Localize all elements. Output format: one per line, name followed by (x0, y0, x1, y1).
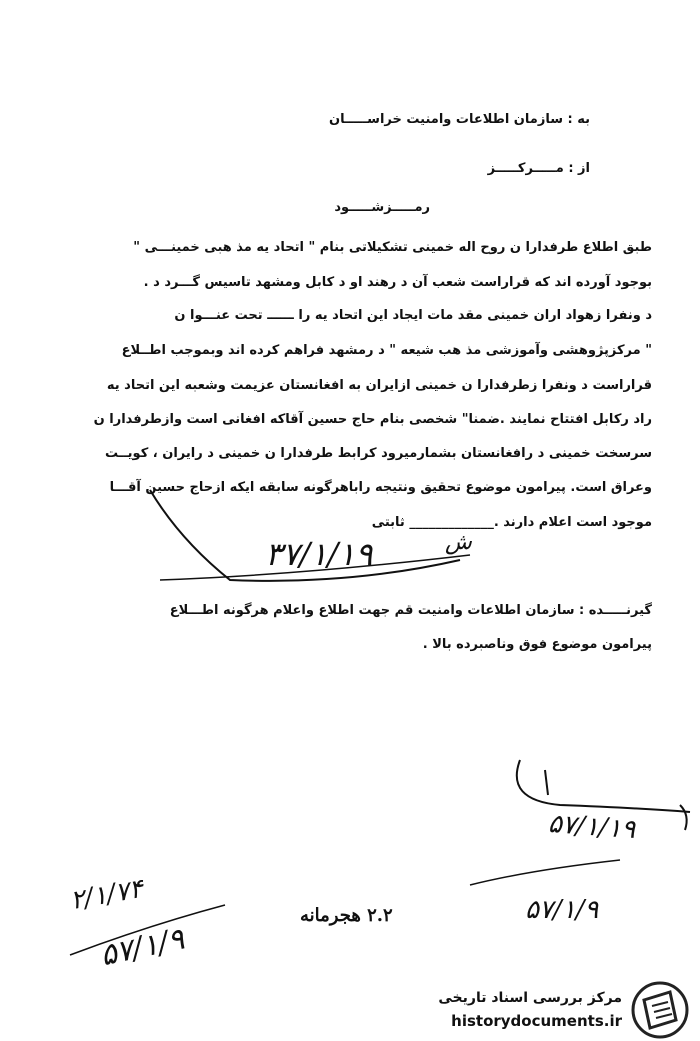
body-line-5: قراراست د ونفرا زطرفدارا ن خمینی ازایران به افغانستان عزیمت وشعبه این اتحاد یه (106, 378, 652, 393)
body-line-4: " مرکزپژوهشی وآموزشی مذ هب شیعه " د رمشهد فراهم کرده اند وبموجب اطــلاع (121, 343, 652, 358)
watermark-name: مرکز بررسی اسناد تاریخی (438, 990, 622, 1006)
handwritten-date-middle: ۵۷/۱/۹ (525, 895, 599, 925)
classification-label: رمـــــزشـــــود (334, 200, 430, 215)
annotation-date: ۳۷/۱/۱۹ (265, 535, 373, 573)
handwritten-signature: ۲.۲ هجرمانه (300, 905, 393, 926)
handwritten-date-left-bottom: ۵۷/۱/۹ (97, 921, 188, 974)
handwritten-date-right: ۵۷/۱/۱۹ (547, 808, 637, 846)
body-line-1: طبق اطلاع طرفدارا ن روح اله خمینی تشکیلاتی بنام " اتحاد یه مذ هبی خمینـــی " (133, 240, 652, 255)
annotation-mark: ش (445, 530, 472, 555)
addressee-line: به : سازمان اطلاعات وامنیت خراســـــان (328, 112, 590, 127)
body-line-9: موجود است اعلام دارند ._____________ ثابتی (371, 515, 652, 530)
body-line-6: راد رکابل افتتاح نمایند .ضمنا" شخصی بنام حاج حسین آقاکه افغانی است وازطرفدارا ن (93, 412, 652, 427)
recipient-line-1: گیرنـــــده : سازمان اطلاعات وامنیت قم جهت اطلاع واعلام هرگونه اطـــلاع (169, 603, 652, 618)
right-edge-mark (680, 805, 687, 830)
handwritten-date-left-top: ۲/۱/۷۴ (67, 873, 146, 917)
date-stroke (470, 860, 620, 885)
body-line-8: وعراق است. پیرامون موضوع تحقیق ونتیجه راباهرگونه سابقه ایکه ازحاج حسین آقـــا (109, 480, 652, 495)
body-line-7: سرسخت خمینی د رافغانستان بشمارمیرود کرابط طرفدارا ن خمینی د رایران ، کویــت (105, 446, 652, 461)
archive-logo-icon (630, 980, 690, 1040)
body-line-3: د ونفرا زهواد اران خمینی مقد مات ایجاد این اتحاد یه را ــــــ تحت عنـــوا ن (174, 308, 652, 323)
sender-line: از : مـــــرکـــــز (487, 161, 590, 176)
recipient-line-2: پیرامون موضوع فوق وناصبرده بالا . (422, 637, 652, 652)
corner-tick (545, 770, 548, 795)
corner-curve (517, 760, 690, 812)
body-line-2: بوجود آورده اند که قراراست شعب آن د رهند او د کابل ومشهد تاسیس گـــرد د . (143, 275, 652, 290)
watermark-url: historydocuments.ir (451, 1012, 622, 1030)
